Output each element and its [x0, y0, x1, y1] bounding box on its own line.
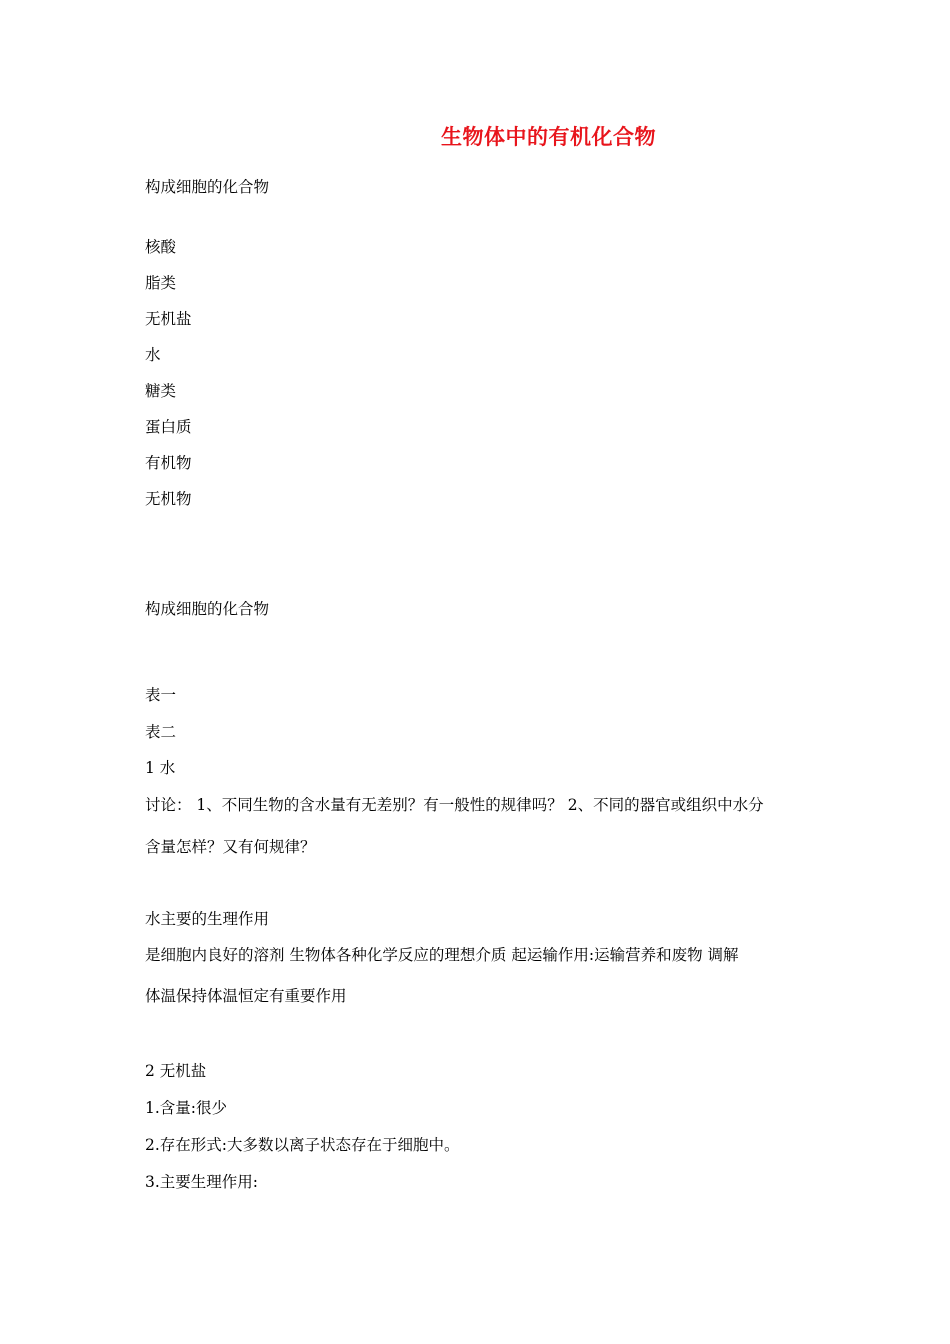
- discussion-line-2: 含量怎样？又有何规律？: [145, 838, 316, 856]
- water-role-line-1: 是细胞内良好的溶剂 生物体各种化学反应的理想介质 起运输作用:运输营养和废物 调解: [145, 946, 739, 964]
- compound-item: 无机物: [145, 490, 192, 508]
- heading-compounds-2: 构成细胞的化合物: [145, 600, 270, 618]
- section-salt-title: 2 无机盐: [145, 1062, 207, 1080]
- heading-compounds: 构成细胞的化合物: [145, 178, 270, 196]
- document-title: 生物体中的有机化合物: [441, 124, 656, 149]
- salt-item-2: 2.存在形式:大多数以离子状态存在于细胞中。: [145, 1136, 460, 1154]
- compound-item: 糖类: [145, 382, 177, 400]
- water-role-line-2: 体温保持体温恒定有重要作用: [145, 987, 347, 1005]
- salt-item-1: 1.含量:很少: [145, 1099, 228, 1117]
- compound-item: 蛋白质: [145, 418, 192, 436]
- water-role-title: 水主要的生理作用: [145, 910, 270, 928]
- table-label-1: 表一: [145, 686, 177, 704]
- compound-item: 核酸: [145, 238, 177, 256]
- table-label-2: 表二: [145, 723, 177, 741]
- salt-item-3: 3.主要生理作用:: [145, 1173, 259, 1191]
- discussion-line-1: 讨论： 1、不同生物的含水量有无差别？有一般性的规律吗？ 2、不同的器官或组织中水分: [145, 796, 764, 814]
- section-water-title: 1 水: [145, 759, 176, 777]
- compound-item: 水: [145, 346, 161, 364]
- compound-item: 脂类: [145, 274, 177, 292]
- compound-item: 无机盐: [145, 310, 192, 328]
- compound-item: 有机物: [145, 454, 192, 472]
